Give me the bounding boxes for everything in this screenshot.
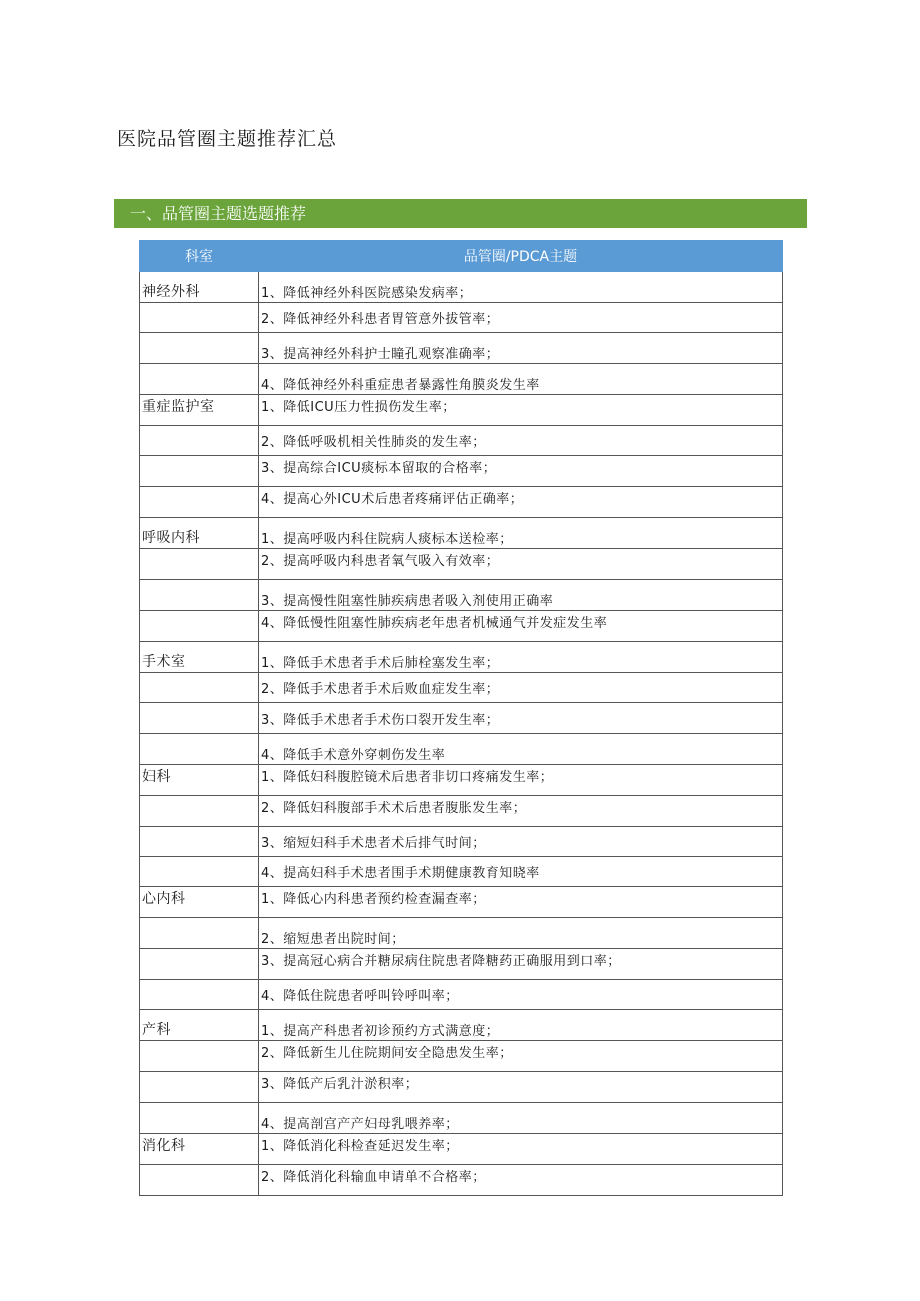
table-row — [140, 518, 783, 549]
table-row — [140, 580, 783, 611]
department-cell — [140, 949, 259, 980]
topic-cell: 1、提高呼吸内科住院病人痰标本送检率； — [259, 518, 783, 549]
table-row — [140, 303, 783, 333]
department-cell — [140, 580, 259, 611]
table-row — [140, 1165, 783, 1196]
table-row — [140, 827, 783, 857]
table-row — [140, 549, 783, 580]
table-row — [140, 734, 783, 765]
department-cell — [140, 1072, 259, 1103]
topic-cell: 4、降低神经外科重症患者暴露性角膜炎发生率 — [259, 364, 783, 395]
topic-cell: 3、提高神经外科护士瞳孔观察准确率； — [259, 333, 783, 364]
table-row — [140, 1010, 783, 1041]
topic-cell: 3、提高慢性阻塞性肺疾病患者吸入剂使用正确率 — [259, 580, 783, 611]
department-cell: 消化科 — [140, 1134, 259, 1165]
department-cell — [140, 827, 259, 857]
department-cell — [140, 487, 259, 518]
department-cell — [140, 1103, 259, 1134]
department-cell — [140, 303, 259, 333]
table-row — [140, 673, 783, 703]
department-cell — [140, 734, 259, 765]
table-row — [140, 272, 783, 303]
department-cell: 呼吸内科 — [140, 518, 259, 549]
department-cell — [140, 333, 259, 364]
topic-cell: 2、缩短患者出院时间； — [259, 918, 783, 949]
department-cell — [140, 796, 259, 827]
document-title: 医院品管圈主题推荐汇总 — [117, 128, 338, 150]
department-cell — [140, 456, 259, 487]
department-cell: 产科 — [140, 1010, 259, 1041]
table-row — [140, 1134, 783, 1165]
topic-cell: 3、降低产后乳汁淤积率； — [259, 1072, 783, 1103]
table-row — [140, 918, 783, 949]
department-cell — [140, 703, 259, 734]
topic-cell: 3、提高冠心病合并糖尿病住院患者降糖药正确服用到口率； — [259, 949, 783, 980]
topic-cell: 2、降低神经外科患者胃管意外拔管率； — [259, 303, 783, 333]
topic-cell: 3、提高综合ICU痰标本留取的合格率； — [259, 456, 783, 487]
topic-cell: 4、提高心外ICU术后患者疼痛评估正确率； — [259, 487, 783, 518]
topic-cell: 2、降低消化科输血申请单不合格率； — [259, 1165, 783, 1196]
topic-cell: 4、降低住院患者呼叫铃呼叫率； — [259, 980, 783, 1010]
department-cell — [140, 1041, 259, 1072]
table-row — [140, 456, 783, 487]
topic-cell: 4、降低手术意外穿刺伤发生率 — [259, 734, 783, 765]
topic-cell: 2、降低新生儿住院期间安全隐患发生率； — [259, 1041, 783, 1072]
topic-cell: 1、提高产科患者初诊预约方式满意度； — [259, 1010, 783, 1041]
table-header-row — [140, 241, 783, 272]
department-cell: 妇科 — [140, 765, 259, 796]
table-row — [140, 426, 783, 456]
department-cell — [140, 611, 259, 642]
table-row — [140, 333, 783, 364]
table-row — [140, 364, 783, 395]
department-cell — [140, 549, 259, 580]
topic-cell: 2、降低妇科腹部手术术后患者腹胀发生率； — [259, 796, 783, 827]
topic-cell: 4、降低慢性阻塞性肺疾病老年患者机械通气并发症发生率 — [259, 611, 783, 642]
topic-cell: 1、降低消化科检查延迟发生率； — [259, 1134, 783, 1165]
department-cell: 重症监护室 — [140, 395, 259, 426]
department-cell — [140, 673, 259, 703]
header-topic: 品管圈/PDCA主题 — [259, 241, 783, 272]
table-row — [140, 887, 783, 918]
table-row — [140, 796, 783, 827]
table-row — [140, 703, 783, 734]
topic-cell: 1、降低心内科患者预约检查漏查率； — [259, 887, 783, 918]
table-row — [140, 949, 783, 980]
topic-cell: 4、提高妇科手术患者围手术期健康教育知晓率 — [259, 857, 783, 887]
section-heading: 一、品管圈主题选题推荐 — [130, 204, 307, 223]
table-row — [140, 395, 783, 426]
table-row — [140, 1072, 783, 1103]
table-body — [140, 272, 783, 1196]
department-cell — [140, 1165, 259, 1196]
section-heading-bar — [114, 199, 807, 228]
department-cell — [140, 918, 259, 949]
department-cell — [140, 857, 259, 887]
topic-cell: 2、降低呼吸机相关性肺炎的发生率； — [259, 426, 783, 456]
department-cell — [140, 364, 259, 395]
table-row — [140, 642, 783, 673]
topic-cell: 4、提高剖宫产产妇母乳喂养率； — [259, 1103, 783, 1134]
table-row — [140, 857, 783, 887]
table-row — [140, 487, 783, 518]
topic-cell: 3、降低手术患者手术伤口裂开发生率； — [259, 703, 783, 734]
topic-cell: 2、提高呼吸内科患者氧气吸入有效率； — [259, 549, 783, 580]
department-cell: 心内科 — [140, 887, 259, 918]
table-row — [140, 980, 783, 1010]
topic-cell: 1、降低ICU压力性损伤发生率； — [259, 395, 783, 426]
topic-cell: 1、降低神经外科医院感染发病率； — [259, 272, 783, 303]
topic-cell: 1、降低妇科腹腔镜术后患者非切口疼痛发生率； — [259, 765, 783, 796]
topic-cell: 2、降低手术患者手术后败血症发生率； — [259, 673, 783, 703]
table-row — [140, 1041, 783, 1072]
table-row — [140, 765, 783, 796]
topic-table — [139, 240, 783, 1196]
table-row — [140, 1103, 783, 1134]
department-cell: 手术室 — [140, 642, 259, 673]
department-cell — [140, 980, 259, 1010]
topic-cell: 3、缩短妇科手术患者术后排气时间； — [259, 827, 783, 857]
header-department: 科室 — [140, 241, 259, 272]
topic-cell: 1、降低手术患者手术后肺栓塞发生率； — [259, 642, 783, 673]
department-cell: 神经外科 — [140, 272, 259, 303]
table-row — [140, 611, 783, 642]
department-cell — [140, 426, 259, 456]
